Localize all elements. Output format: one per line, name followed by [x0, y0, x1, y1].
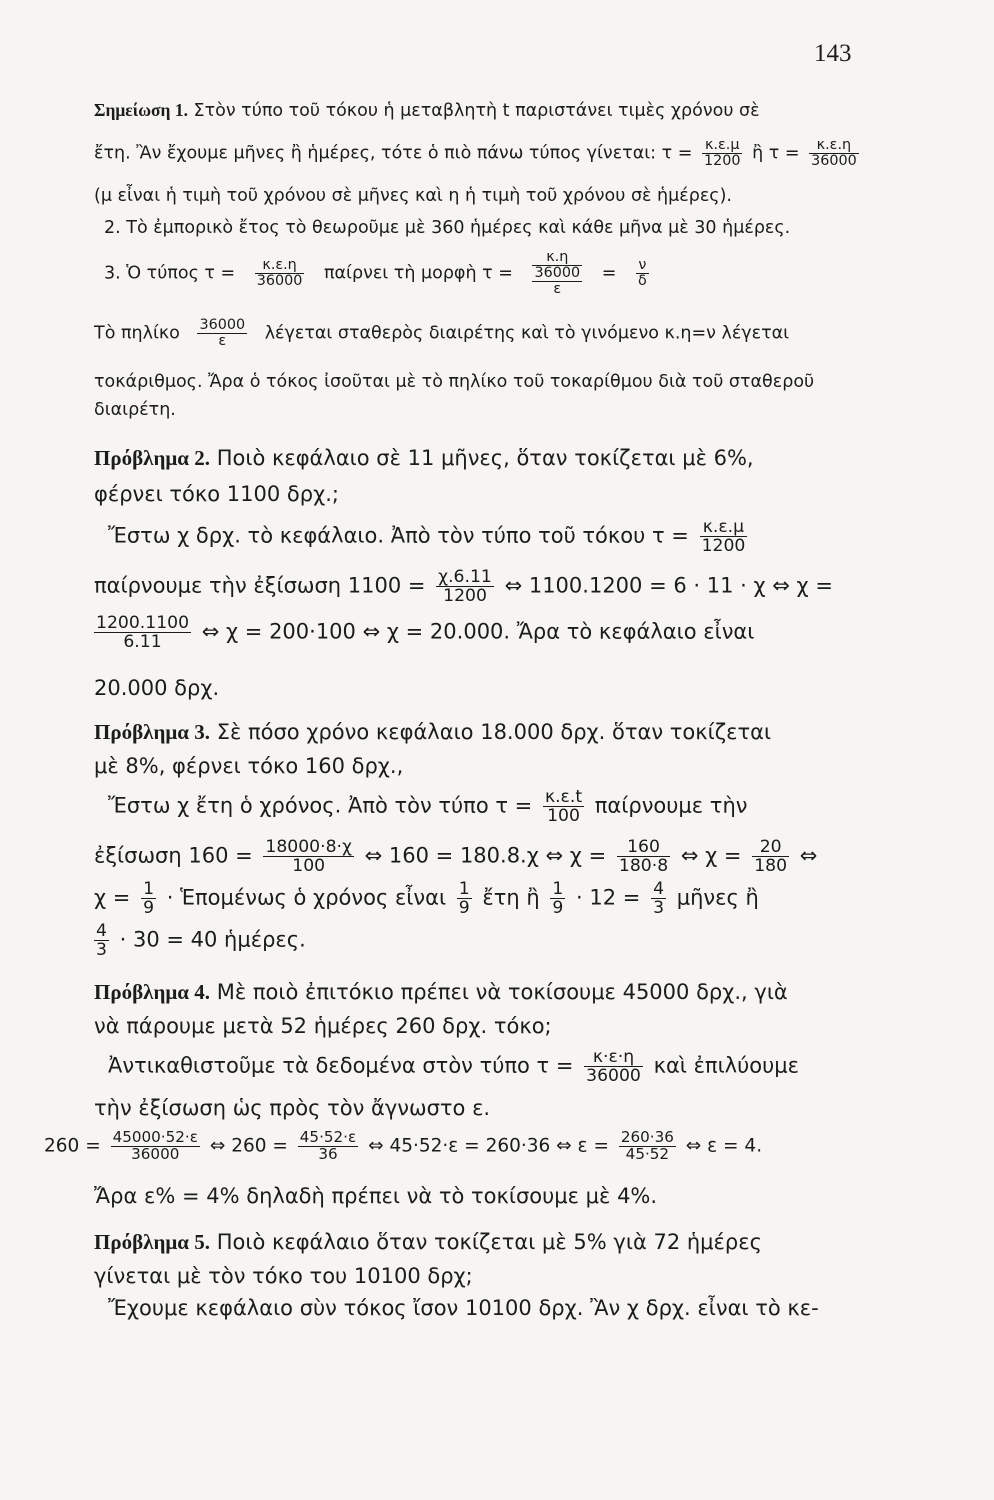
p4-heading: Πρόβλημα 4. [94, 980, 211, 1004]
fraction: $\frac{\kappa\cdot\varepsilon\cdot\eta}{36000}$ [586, 1047, 641, 1087]
p2-line-2: φέρνει τόκο 1100 δρχ.; [94, 482, 339, 506]
note-line-1: Σημείωση 1. Στὸν τύπο τοῦ τόκου ἡ μεταβλητὴ t παριστάνει τιμὲς χρόνου σὲ [94, 100, 760, 121]
note-line-4: 2. Τὸ ἐμπορικὸ ἔτος τὸ θεωροῦμε μὲ 360 ἡμέρες καὶ κάθε μῆνα μὲ 30 ἡμέρες. [104, 218, 791, 238]
note-line-5: 3. Ὁ τύπος τ = $\frac{\kappa.\varepsilon.\eta}{36000}$ παίρνει τὴ μορφὴ τ = κ.η 36000 ε = $\frac{\nu}{\delta}$ [104, 249, 647, 298]
compound-fraction: κ.η 36000 ε [534, 249, 581, 298]
p5-line-2: γίνεται μὲ τὸν τόκο του 10100 δρχ; [94, 1264, 473, 1288]
fraction: $\frac{4}{3}$ [96, 921, 107, 961]
p2-line-6: 20.000 δρχ. [94, 676, 220, 700]
p3-line-2: μὲ 8%, φέρνει τόκο 160 δρχ., [94, 754, 404, 778]
fraction: $\frac{18000\cdot 8\cdot\chi}{100}$ [265, 837, 352, 877]
fraction: $\frac{\kappa.\varepsilon.\mu}{1200}$ [703, 137, 741, 170]
p3-line-6: $\frac{4}{3}$ · 30 = 40 ἡμέρες. [96, 921, 306, 961]
fraction: $\frac{\nu}{\delta}$ [637, 257, 647, 290]
fraction: $\frac{260\cdot 36}{45\cdot 52}$ [620, 1128, 674, 1163]
p3-line-3: Ἔστω χ ἔτη ὁ χρόνος. Ἀπὸ τὸν τύπο τ = $\frac{\kappa.\varepsilon.t}{100}$ παίρνουμε τὴν [108, 787, 748, 827]
p4-line-4: τὴν ἐξίσωση ὡς πρὸς τὸν ἄγνωστο ε. [94, 1096, 491, 1120]
page-number: 143 [814, 40, 852, 67]
fraction: $\frac{\kappa.\varepsilon.\eta}{36000}$ [256, 257, 303, 290]
p2-heading: Πρόβλημα 2. [94, 446, 211, 470]
p4-line-3: Ἀντικαθιστοῦμε τὰ δεδομένα στὸν τύπο τ = $\frac{\kappa\cdot\varepsilon\cdot\eta}{36000}$ καὶ ἐπιλύουμε [108, 1047, 799, 1087]
note-line-2: ἔτη. Ἂν ἔχουμε μῆνες ἢ ἡμέρες, τότε ὁ πιὸ πάνω τύπος γίνεται: τ = $\frac{\kappa.\varepsilon.\mu}{1200}$ ἢ τ = $\frac{\kappa.\varepsilon.\eta}{36000}$ [94, 137, 857, 170]
note-line-7: τοκάριθμος. Ἄρα ὁ τόκος ἰσοῦται μὲ τὸ πηλίκο τοῦ τοκαρίθμου διὰ τοῦ σταθεροῦ [94, 372, 815, 392]
fraction: $\frac{160}{180\cdot 8}$ [618, 837, 669, 877]
fraction: $\frac{\kappa.\varepsilon.t}{100}$ [544, 787, 583, 827]
fraction: $\frac{20}{180}$ [754, 837, 788, 877]
p3-line-4: ἐξίσωση 160 = $\frac{18000\cdot 8\cdot\chi}{100}$ ⇔ 160 = 180.8.χ ⇔ χ = $\frac{160}{180\cdot 8}$ ⇔ χ = $\frac{20}{180}$ ⇔ [94, 837, 818, 877]
fraction: $\frac{36000}{\varepsilon}$ [199, 317, 246, 350]
p5-line-3: Ἔχουμε κεφάλαιο σὺν τόκος ἴσον 10100 δρχ. Ἂν χ δρχ. εἶναι τὸ κε- [108, 1296, 819, 1320]
fraction: $\frac{45\cdot 52\cdot\varepsilon}{36}$ [299, 1128, 357, 1163]
fraction: $\frac{45000\cdot 52\cdot\varepsilon}{36000}$ [112, 1128, 198, 1163]
p3-heading: Πρόβλημα 3. [94, 720, 211, 744]
p2-line-1: Πρόβλημα 2. Ποιὸ κεφάλαιο σὲ 11 μῆνες, ὅταν τοκίζεται μὲ 6%, [94, 446, 754, 470]
note-line-6: Τὸ πηλίκο $\frac{36000}{\varepsilon}$ λέγεται σταθερὸς διαιρέτης καὶ τὸ γινόμενο κ.η=ν λέγεται [94, 317, 790, 350]
p5-line-1: Πρόβλημα 5. Ποιὸ κεφάλαιο ὅταν τοκίζεται μὲ 5% γιὰ 72 ἡμέρες [94, 1230, 762, 1254]
p5-heading: Πρόβλημα 5. [94, 1230, 211, 1254]
fraction: $\frac{1}{9}$ [458, 879, 470, 919]
fraction: $\frac{1}{9}$ [143, 879, 155, 919]
note-line-3: (μ εἶναι ἡ τιμὴ τοῦ χρόνου σὲ μῆνες καὶ η ἡ τιμὴ τοῦ χρόνου σὲ ἡμέρες). [94, 186, 732, 206]
p3-line-1: Πρόβλημα 3. Σὲ πόσο χρόνο κεφάλαιο 18.000 δρχ. ὅταν τοκίζεται [94, 720, 772, 744]
p4-line-5: 260 = $\frac{45000\cdot 52\cdot\varepsilon}{36000}$ ⇔ 260 = $\frac{45\cdot 52\cdot\varepsilon}{36}$ ⇔ 45·52·ε = 260·36 ⇔ ε = $\frac{260\cdot 36}{45\cdot 52}$ ⇔ ε = 4. [44, 1128, 763, 1163]
p3-line-5: χ = $\frac{1}{9}$ · Ἑπομένως ὁ χρόνος εἶναι $\frac{1}{9}$ ἔτη ἢ $\frac{1}{9}$ · 12 = $\frac{4}{3}$ μῆνες ἢ [94, 879, 759, 919]
note-line-8: διαιρέτη. [94, 400, 176, 420]
p4-line-2: νὰ πάρουμε μετὰ 52 ἡμέρες 260 δρχ. τόκο; [94, 1014, 552, 1038]
fraction: $\frac{\kappa.\varepsilon.\eta}{36000}$ [811, 137, 857, 170]
p2-line-4: παίρνουμε τὴν ἐξίσωση 1100 = $\frac{\chi.6.11}{1200}$ ⇔ 1100.1200 = 6 · 11 · χ ⇔ χ = [94, 567, 833, 607]
p2-line-5: $\frac{1200.1100}{6.11}$ ⇔ χ = 200·100 ⇔ χ = 20.000. Ἄρα τὸ κεφάλαιο εἶναι [96, 613, 755, 653]
fraction: $\frac{1}{9}$ [552, 879, 564, 919]
p2-line-3: Ἔστω χ δρχ. τὸ κεφάλαιο. Ἀπὸ τὸν τύπο τοῦ τόκου τ = $\frac{\kappa.\varepsilon.\mu}{1200}$ [108, 517, 746, 557]
fraction: $\frac{1200.1100}{6.11}$ [96, 613, 190, 653]
p4-line-6: Ἄρα ε% = 4% δηλαδὴ πρέπει νὰ τὸ τοκίσουμε μὲ 4%. [94, 1184, 658, 1208]
p4-line-1: Πρόβλημα 4. Μὲ ποιὸ ἐπιτόκιο πρέπει νὰ τοκίσουμε 45000 δρχ., γιὰ [94, 980, 788, 1004]
fraction: $\frac{\chi.6.11}{1200}$ [438, 567, 492, 607]
fraction: $\frac{4}{3}$ [653, 879, 665, 919]
note-heading: Σημείωση 1. [94, 100, 188, 120]
fraction: $\frac{\kappa.\varepsilon.\mu}{1200}$ [701, 517, 746, 557]
